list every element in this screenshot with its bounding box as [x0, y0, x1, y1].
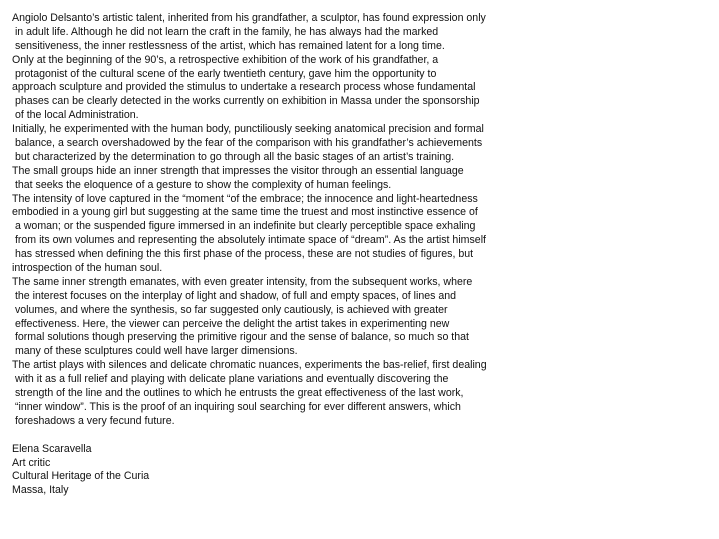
- signature-block: [12, 443, 712, 499]
- text-line: has stressed when defining the this first phase of the process, these are not studies of figures, but: [12, 248, 474, 261]
- text-line: The intensity of love captured in the “moment “of the embrace; the innocence and light-heartedness: [12, 192, 478, 205]
- text-line: effectiveness. Here, the viewer can perceive the delight the artist takes in experimenting new: [12, 317, 450, 330]
- text-line: formal solutions though preserving the primitive rigour and the sense of balance, so much so that: [12, 331, 469, 344]
- text-line: of the local Administration.: [12, 109, 139, 122]
- text-line: The same inner strength emanates, with even greater intensity, from the subsequent works, where: [12, 275, 473, 288]
- text-line: the interest focuses on the interplay of light and shadow, of full and empty spaces, of lines and: [12, 289, 457, 302]
- text-line: The artist plays with silences and delicate chromatic nuances, experiments the bas-relief, first dealing: [12, 359, 487, 372]
- signature-role: Art critic: [12, 456, 51, 469]
- text-line: “inner window”. This is the proof of an inquiring soul searching for ever different answers, which: [12, 400, 461, 413]
- text-line: but characterized by the determination to go through all the basic stages of an artist’s training.: [12, 150, 455, 163]
- text-line: in adult life. Although he did not learn the craft in the family, he has always had the marked: [12, 25, 439, 38]
- text-line: balance, a search overshadowed by the fear of the comparison with his grandfather’s achievements: [12, 137, 483, 150]
- paragraph-gap: [12, 429, 712, 443]
- signature-organization: Cultural Heritage of the Curia: [12, 470, 150, 483]
- text-line: sensitiveness, the inner restlessness of the artist, which has remained latent for a long time.: [12, 39, 445, 52]
- text-line: from its own volumes and representing the absolutely intimate space of “dream”. As the artist himself: [12, 234, 486, 247]
- text-line: Angiolo Delsanto’s artistic talent, inherited from his grandfather, a sculptor, has found expression only: [12, 12, 486, 24]
- text-line: Initially, he experimented with the human body, punctiliously seeking anatomical precision and formal: [12, 123, 484, 136]
- text-line: phases can be clearly detected in the works currently on exhibition in Massa under the sponsorship: [12, 95, 480, 108]
- text-line: introspection of the human soul.: [12, 262, 163, 275]
- text-line: approach sculpture and provided the stimulus to undertake a research process whose fundamental: [12, 81, 476, 94]
- text-line: volumes, and where the synthesis, so far suggested only cautiously, is achieved with greater: [12, 303, 448, 316]
- essay-text: [12, 12, 712, 429]
- text-line: foreshadows a very fecund future.: [12, 414, 175, 427]
- text-line: strength of the line and the outlines to which he entrusts the great effectiveness of the last work,: [12, 387, 464, 400]
- text-line: many of these sculptures could well have larger dimensions.: [12, 345, 298, 358]
- signature-location: Massa, Italy: [12, 484, 69, 497]
- text-line: protagonist of the cultural scene of the early twentieth century, gave him the opportunity to: [12, 67, 437, 80]
- signature-name: Elena Scaravella: [12, 442, 92, 455]
- text-line: Only at the beginning of the 90’s, a retrospective exhibition of the work of his grandfather, a: [12, 53, 439, 66]
- text-line: embodied in a young girl but suggesting at the same time the truest and most instinctive essence of: [12, 206, 478, 219]
- text-line: The small groups hide an inner strength that impresses the visitor through an essential language: [12, 164, 464, 177]
- text-line: with it as a full relief and playing with delicate plane variations and eventually discovering the: [12, 373, 449, 386]
- text-line: that seeks the eloquence of a gesture to show the complexity of human feelings.: [12, 178, 392, 191]
- document-body: [12, 12, 712, 498]
- text-line: a woman; or the suspended figure immersed in an indefinite but clearly perceptible space exhaling: [12, 220, 476, 233]
